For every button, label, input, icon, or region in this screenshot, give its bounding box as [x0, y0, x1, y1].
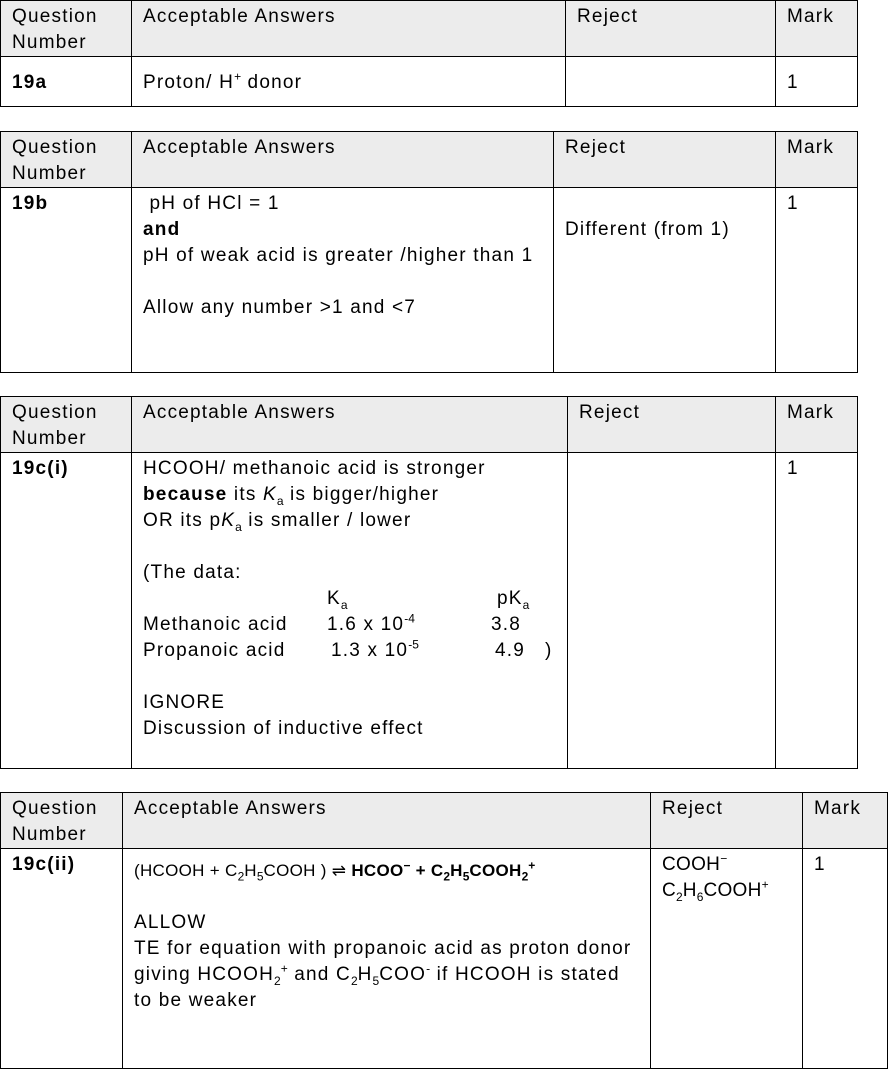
header-acceptable-answers: Acceptable Answers	[132, 132, 554, 188]
header-row	[1, 132, 858, 188]
table-19a	[0, 0, 858, 107]
header-mark: Mark	[776, 1, 858, 57]
header-question-number: Question Number	[1, 1, 132, 57]
mark-cell: 1	[776, 188, 858, 373]
table-row	[1, 849, 888, 1069]
header-row	[1, 793, 888, 849]
table-19cii	[0, 792, 888, 1069]
table-row	[1, 57, 858, 107]
header-row	[1, 1, 858, 57]
acceptable-answer: (HCOOH + $C_2H_5COOH$ ) ⇌ HCOO− + $C_2H_5COOH_2^+$ ALLOW TE for equation with propanoic acid as proton donor giving $HCOOH_2^+$ and $C_2H_5COO^-$ if HCOOH is stated to be weaker	[123, 849, 651, 1069]
table-19b	[0, 131, 858, 373]
header-reject: Reject	[554, 132, 776, 188]
header-mark: Mark	[776, 397, 858, 453]
header-question-number: Question Number	[1, 397, 132, 453]
header-reject: Reject	[651, 793, 803, 849]
header-reject: Reject	[566, 1, 776, 57]
question-number: 19b	[1, 188, 132, 373]
mark-cell: 1	[803, 849, 888, 1069]
header-acceptable-answers: Acceptable Answers	[123, 793, 651, 849]
reject-cell	[566, 57, 776, 107]
header-mark: Mark	[803, 793, 888, 849]
question-number: 19c(ii)	[1, 849, 123, 1069]
mark-cell: 1	[776, 57, 858, 107]
acceptable-answer: Proton/ H+ donor	[132, 57, 566, 107]
header-mark: Mark	[776, 132, 858, 188]
question-number: 19a	[1, 57, 132, 107]
header-question-number: Question Number	[1, 132, 132, 188]
header-reject: Reject	[568, 397, 776, 453]
reject-cell: COOH− $C_2H_6COOH^+$	[651, 849, 803, 1069]
acceptable-answer: pH of HCl = 1 and pH of weak acid is greater /higher than 1 Allow any number >1 and <7	[132, 188, 554, 373]
propanoic-row: Propanoic acid 1.3 x $10^{-5}$ 4.9 )	[143, 637, 553, 661]
reject-cell: Different (from 1)	[554, 188, 776, 373]
header-question-number: Question Number	[1, 793, 123, 849]
reject-cell	[568, 453, 776, 769]
acceptable-answer: HCOOH/ methanoic acid is stronger because its $K_a$ is bigger/higher OR its $pK_a$ is smaller / lower (The data: $K_a$ $pK_a$ Methanoic acid 1.6 x $10^{-4}$ 3.8 Propanoic acid 1.3 x $10^{-5}$ 4.9 ) IGNORE Discussion of inductive effect	[132, 453, 568, 769]
header-row	[1, 397, 858, 453]
table-19ci	[0, 396, 858, 769]
table-row	[1, 188, 858, 373]
header-acceptable-answers: Acceptable Answers	[132, 1, 566, 57]
header-acceptable-answers: Acceptable Answers	[132, 397, 568, 453]
mark-cell: 1	[776, 453, 858, 769]
equation: (HCOOH + $C_2H_5COOH$ ) ⇌ HCOO− + $C_2H_5COOH_2^+$	[134, 858, 536, 884]
ka-data-table: $K_a$ $pK_a$ Methanoic acid 1.6 x $10^{-4}$ 3.8	[143, 588, 530, 635]
question-number: 19c(i)	[1, 453, 132, 769]
table-row	[1, 453, 858, 769]
